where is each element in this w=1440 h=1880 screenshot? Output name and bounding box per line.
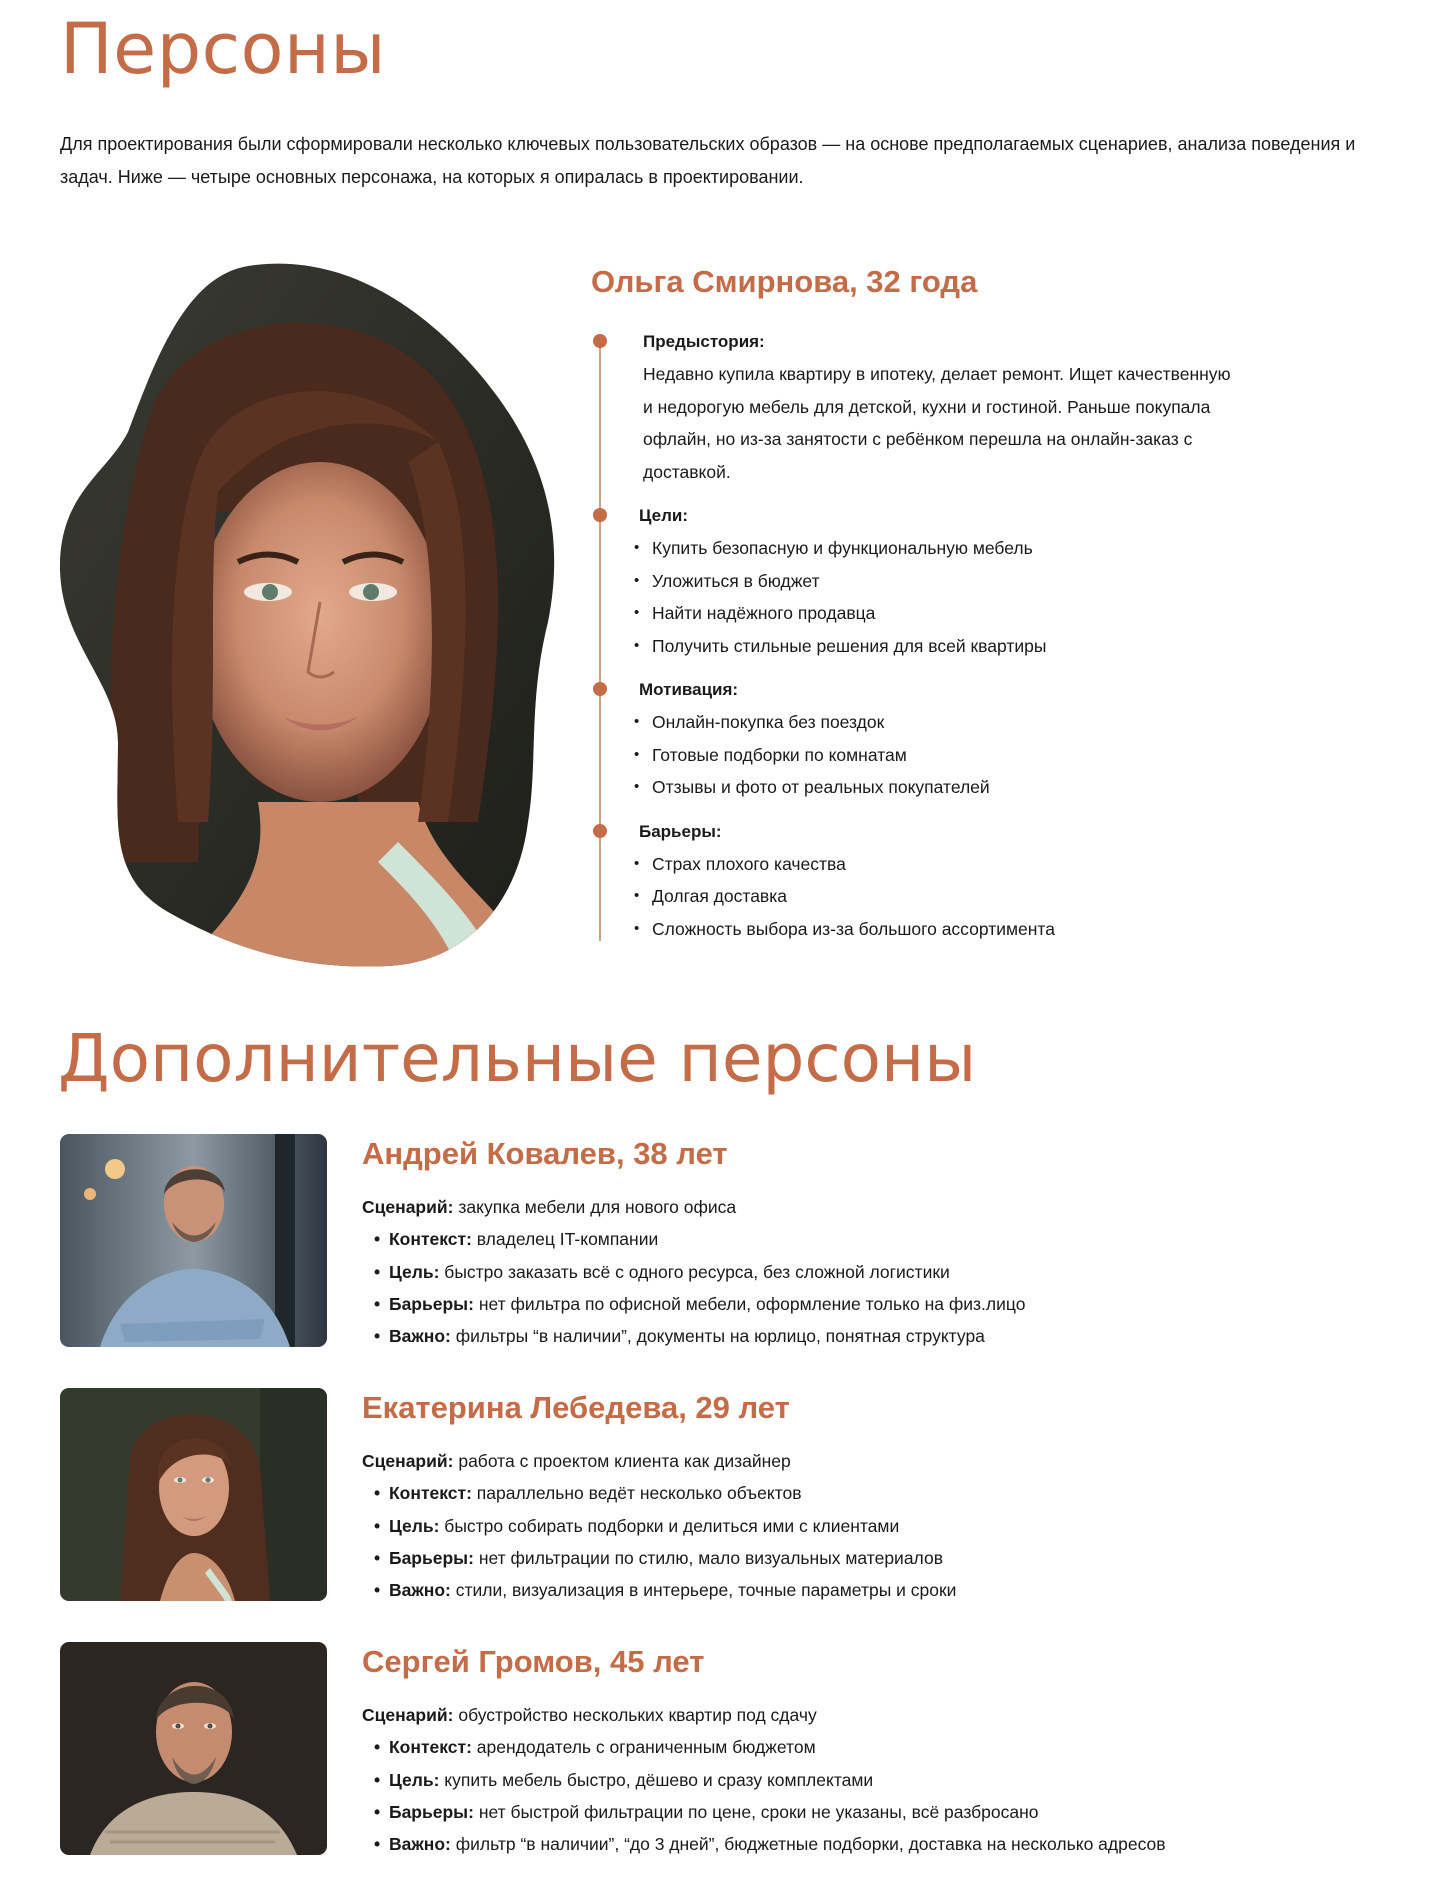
important-value: стили, визуализация в интерьере, точные параметры и сроки [450,1580,957,1601]
context-value: параллельно ведёт несколько объектов [471,1483,802,1504]
important-label: Важно: [389,1580,451,1601]
background-text: Недавно купила квартиру в ипотеку, делает ремонт. Ищет качественную и недорогую мебель для детской, кухни и гостиной. Раньше покупала офлайн, но из-за занятости с ребёнком перешла на онлайн-заказ с доставкой. [643,364,1231,482]
list-item [374,1510,1362,1542]
persona-photo [60,1642,327,1855]
persona-details [362,1191,1362,1352]
list-item [374,1574,1362,1606]
goal-value: быстро заказать всё с одного ресурса, без сложной логистики [439,1261,950,1282]
list-item [374,1288,1362,1320]
goal-label: Цель: [389,1769,440,1790]
list-item [374,1223,1362,1255]
persona-scenario [362,1191,1362,1223]
scenario-label: Сценарий: [362,1705,454,1725]
important-label: Важно: [389,1326,451,1347]
list-item: • Сложность выбора из-за большого ассортимента [634,913,1311,946]
list-item: • Купить безопасную и функциональную мебель [634,532,1311,565]
page-title: Персоны [60,8,386,90]
goal-label: Цель: [389,1261,440,1282]
persona-scenario [362,1445,1362,1477]
list-item: • Получить стильные решения для всей квартиры [634,630,1311,663]
timeline-dot [593,508,607,522]
timeline-section-background [591,326,1311,488]
context-value: владелец IT-компании [471,1229,659,1250]
context-label: Контекст: [389,1229,472,1250]
goals-label: Цели: [639,506,688,525]
barriers-value: нет фильтрации по стилю, мало визуальных материалов [473,1547,943,1568]
motivation-list [634,706,1311,804]
list-item: • Отзывы и фото от реальных покупателей [634,771,1311,804]
list-item: • Онлайн-покупка без поездок [634,706,1311,739]
scenario-label: Сценарий: [362,1197,454,1217]
intro-text: Для проектирования были сформировали несколько ключевых пользовательских образов — на основе предполагаемых сценариев, анализа поведения и задач. Ниже — четыре основных персонажа, на которых я опиралась в проектировании. [60,134,1356,187]
goal-value: быстро собирать подборки и делиться ими с клиентами [439,1515,900,1536]
scenario-value: обустройство нескольких квартир под сдачу [453,1705,817,1725]
scenario-label: Сценарий: [362,1451,454,1471]
list-item: • Найти надёжного продавца [634,597,1311,630]
main-persona-photo [58,262,558,968]
important-label: Важно: [389,1834,451,1855]
timeline-section-motivation [591,674,1311,804]
timeline-dot [593,682,607,696]
persona-name: Екатерина Лебедева, 29 лет [362,1390,790,1425]
barriers-value: нет фильтра по офисной мебели, оформление только на физ.лицо [473,1293,1026,1314]
persona-name: Сергей Громов, 45 лет [362,1644,705,1679]
scenario-value: работа с проектом клиента как дизайнер [453,1451,791,1471]
list-item [374,1731,1362,1763]
list-item [374,1764,1362,1796]
scenario-value: закупка мебели для нового офиса [453,1197,737,1217]
barriers-value: нет быстрой фильтрации по цене, сроки не указаны, всё разбросано [473,1801,1039,1822]
persona-details [362,1445,1362,1606]
main-persona-name: Ольга Смирнова, 32 года [591,264,978,299]
list-item [374,1828,1362,1860]
persona-details [362,1699,1362,1860]
barriers-label: Барьеры: [639,821,722,841]
goal-value: купить мебель быстро, дёшево и сразу комплектами [439,1769,874,1790]
persona-photo [60,1134,327,1347]
list-item: • Страх плохого качества [634,848,1311,881]
list-item [374,1256,1362,1288]
context-label: Контекст: [389,1483,472,1504]
barriers-label: Барьеры: [389,1547,474,1568]
list-item: • Уложиться в бюджет [634,565,1311,598]
persona-card [60,1388,1380,1603]
context-value: арендодатель с ограниченным бюджетом [471,1737,816,1758]
barriers-list [634,848,1311,946]
persona-attributes [362,1223,1362,1352]
persona-name: Андрей Ковалев, 38 лет [362,1136,728,1171]
important-value: фильтры “в наличии”, документы на юрлицо, понятная структура [450,1326,985,1347]
list-item [374,1477,1362,1509]
context-label: Контекст: [389,1737,472,1758]
additional-personas-title: Дополнительные персоны [58,1020,977,1097]
motivation-label: Мотивация: [639,680,739,699]
barriers-label: Барьеры: [389,1293,474,1314]
list-item [374,1542,1362,1574]
list-item [374,1796,1362,1828]
background-label: Предыстория: [643,332,765,351]
goals-list [634,532,1311,662]
persona-card [60,1642,1380,1857]
list-item: • Готовые подборки по комнатам [634,739,1311,772]
goal-label: Цель: [389,1515,440,1536]
persona-scenario [362,1699,1362,1731]
persona-card [60,1134,1380,1349]
timeline-dot [593,824,607,838]
list-item: • Долгая доставка [634,880,1311,913]
persona-photo [60,1388,327,1601]
persona-attributes [362,1477,1362,1606]
timeline-dot [593,334,607,348]
persona-attributes [362,1731,1362,1860]
timeline-section-barriers [591,816,1311,946]
main-persona-timeline [591,326,1311,945]
barriers-label: Барьеры: [389,1801,474,1822]
important-value: фильтр “в наличии”, “до 3 дней”, бюджетные подборки, доставка на несколько адресов [450,1834,1166,1855]
timeline-section-goals [591,500,1311,662]
list-item [374,1320,1362,1352]
